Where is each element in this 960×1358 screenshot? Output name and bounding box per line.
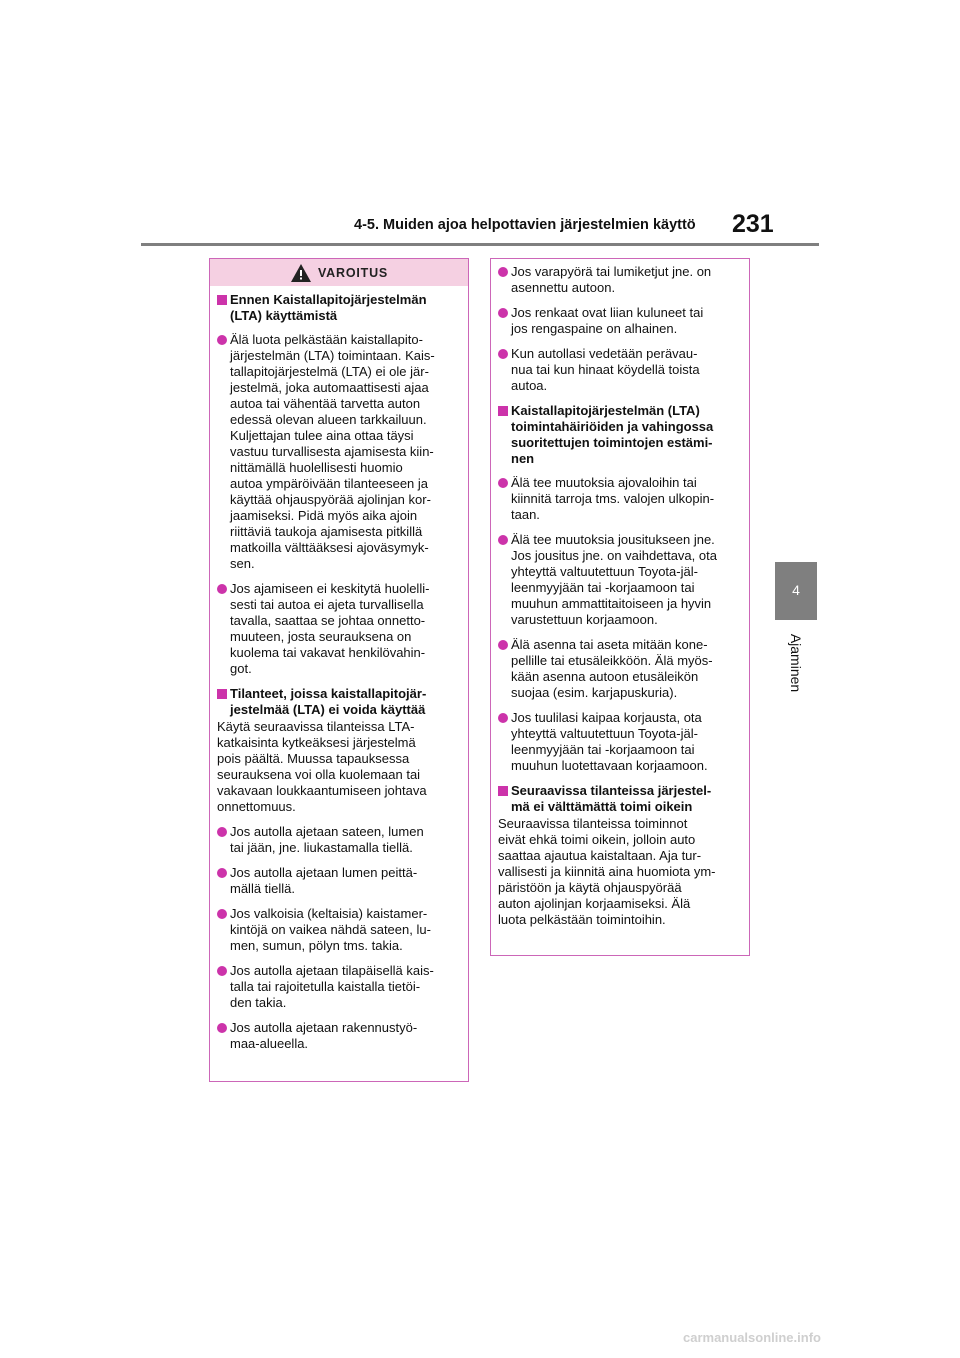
- header-rule: [141, 243, 819, 246]
- list-item-text: Jos varapyörä tai lumiketjut jne. on asennettu autoon.: [511, 264, 712, 295]
- bullet-dot-icon: [217, 1023, 227, 1033]
- list-item: [217, 906, 460, 954]
- list-item-text: Jos autolla ajetaan tilapäisellä kais- talla tai rajoitetulla kaistalla tietöi- den takia.: [230, 963, 434, 1010]
- section-heading: [217, 292, 460, 324]
- section-heading: [498, 403, 741, 467]
- list-item-text: Älä tee muutoksia ajovaloihin tai kiinnitä tarroja tms. valojen ulkopin- taan.: [511, 475, 715, 522]
- paragraph: Seuraavissa tilanteissa toiminnot eivät ehkä toimi oikein, jolloin auto saattaa ajautua kaistaltaan. Aja tur- vallisesti ja kiinnitä aina huomiota ym- päristöön ja käytä ohjauspyörää auton ajolinjan korjaamiseksi. Älä luota pelkästään toimintoihin.: [498, 816, 716, 927]
- paragraph: Käytä seuraavissa tilanteissa LTA- katkaisinta kytkeäksesi järjestelmä pois päältä. Muussa tapauksessa seurauksena voi olla kuolemaan tai vakavaan loukkaantumiseen johtava onnettomuus.: [217, 719, 427, 814]
- bullet-dot-icon: [217, 966, 227, 976]
- bullet-dot-icon: [498, 713, 508, 723]
- list-item-text: Jos autolla ajetaan sateen, lumen tai jään, jne. liukastamalla tiellä.: [230, 824, 424, 855]
- list-item-text: Jos autolla ajetaan lumen peittä- mällä tiellä.: [230, 865, 418, 896]
- list-item: [498, 532, 741, 628]
- list-item: [498, 305, 741, 337]
- list-item: [498, 637, 741, 701]
- bullet-dot-icon: [217, 909, 227, 919]
- warning-box-right: [490, 258, 750, 956]
- list-item-text: Jos renkaat ovat liian kuluneet tai jos rengaspaine on alhainen.: [511, 305, 704, 336]
- list-item-text: Jos autolla ajetaan rakennustyö- maa-alueella.: [230, 1020, 418, 1051]
- section-title: 4-5. Muiden ajoa helpottavien järjestelmien käyttö: [354, 217, 696, 233]
- list-item-text: Jos tuulilasi kaipaa korjausta, ota yhteyttä valtuutettuun Toyota-jäl- leenmyyjään tai -korjaamoon tai muuhun luotettavaan korjaamoon.: [511, 710, 708, 773]
- bullet-dot-icon: [217, 584, 227, 594]
- list-item: [498, 346, 741, 394]
- section-square-icon: [217, 295, 227, 305]
- bullet-dot-icon: [217, 335, 227, 345]
- chapter-number: 4: [792, 582, 800, 598]
- list-item-text: Jos valkoisia (keltaisia) kaistamer- kintöjä on vaikea nähdä sateen, lu- men, sumun, pölyn tms. takia.: [230, 906, 431, 953]
- bullet-dot-icon: [498, 267, 508, 277]
- list-item-text: Älä asenna tai aseta mitään kone- pellille tai etusäleikköön. Älä myös- kään asenna autoon etusäleikön suojaa (esim. karjapuskuria).: [511, 637, 713, 700]
- warning-content-left: [210, 286, 468, 1052]
- section-heading: [217, 686, 460, 718]
- section-heading: [498, 783, 741, 815]
- list-item: [217, 865, 460, 897]
- warning-box-left: [209, 258, 469, 1082]
- chapter-label: Ajaminen: [788, 633, 804, 693]
- list-item: [217, 824, 460, 856]
- section-square-icon: [498, 786, 508, 796]
- section-heading-text: Kaistallapitojärjestelmän (LTA) toimintahäiriöiden ja vahingossa suoritettujen toimintojen estämi- nen: [511, 403, 714, 466]
- warning-content-right: [491, 259, 749, 928]
- section-square-icon: [498, 406, 508, 416]
- list-item-text: Älä tee muutoksia jousitukseen jne. Jos jousitus jne. on vaihdettava, ota yhteyttä valtuutettuun Toyota-jäl- leenmyyjään tai -korjaamoon tai muuhun ammattitaitoiseen ja hyvin varustettuun korjaamoon.: [511, 532, 717, 627]
- bullet-dot-icon: [498, 478, 508, 488]
- list-item: [217, 581, 460, 677]
- list-item: [217, 1020, 460, 1052]
- bullet-dot-icon: [217, 827, 227, 837]
- warning-header: [210, 259, 468, 286]
- list-item-text: Kun autollasi vedetään perävau- nua tai kun hinaat köydellä toista autoa.: [511, 346, 700, 393]
- section-square-icon: [217, 689, 227, 699]
- section-heading-text: Ennen Kaistallapitojärjestelmän (LTA) käyttämistä: [230, 292, 427, 323]
- bullet-dot-icon: [217, 868, 227, 878]
- list-item-text: Jos ajamiseen ei keskitytä huolelli- sesti tai autoa ei ajeta turvallisella tavalla, saattaa se johtaa onnetto- muuteen, josta seurauksena on kuolema tai vakavat henkilövahin- got.: [230, 581, 430, 676]
- watermark: carmanualsonline.info: [683, 1330, 821, 1345]
- page-number: 231: [732, 210, 774, 238]
- list-item: [217, 332, 460, 572]
- list-item: [498, 710, 741, 774]
- section-heading-text: Tilanteet, joissa kaistallapitojär- jestelmää (LTA) ei voida käyttää: [230, 686, 427, 717]
- warning-label: VAROITUS: [317, 265, 389, 280]
- bullet-dot-icon: [498, 640, 508, 650]
- list-item: [498, 475, 741, 523]
- list-item: [498, 264, 741, 296]
- bullet-dot-icon: [498, 349, 508, 359]
- list-item-text: Älä luota pelkästään kaistallapito- järjestelmän (LTA) toimintaan. Kais- tallapitojärjestelmä (LTA) ei ole jär- jestelmä, joka automaattisesti ajaa autoa tai vähentää tarvetta auton edessä olevan alueen tarkkailuun. Kuljettajan tulee aina ottaa täysi vastuu turvallisesta ajamisesta kiin- nittämällä huolellisesti huomio autoa ympäröivään tilanteeseen ja käyttää ohjauspyörää ajolinjan kor- jaamiseksi. Pidä myös aika ajoin riittäviä taukoja ajamisesta pitkillä matkoilla välttääksesi ajoväsymyk- sen.: [230, 332, 435, 571]
- section-heading-text: Seuraavissa tilanteissa järjestel- mä ei välttämättä toimi oikein: [511, 783, 712, 814]
- list-item: [217, 963, 460, 1011]
- bullet-dot-icon: [498, 535, 508, 545]
- warning-triangle-icon: [290, 263, 312, 283]
- bullet-dot-icon: [498, 308, 508, 318]
